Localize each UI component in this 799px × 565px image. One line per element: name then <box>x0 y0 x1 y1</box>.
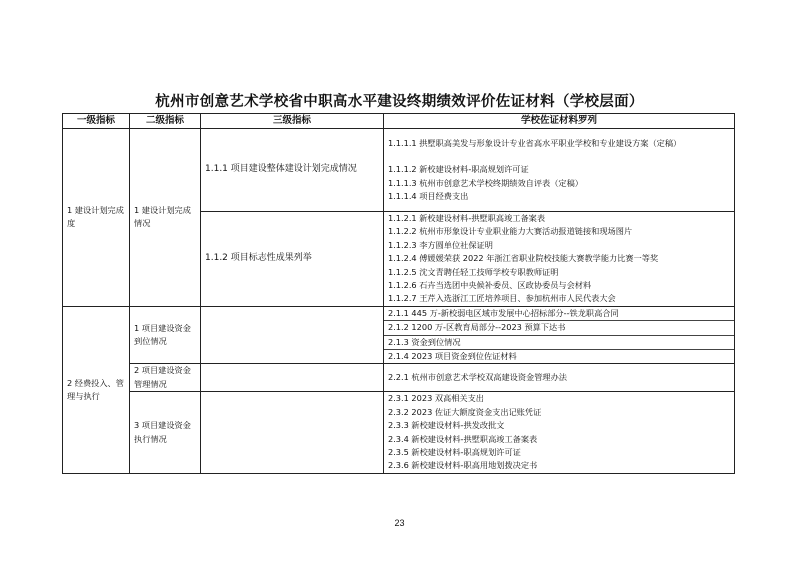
material-item: 1.1.2.2 杭州市形象设计专业职业能力大赛活动报道链接和现场图片 <box>388 226 633 237</box>
material-item: 2.2.1 杭州市创意艺术学校双高建设资金管理办法 <box>388 372 567 382</box>
material-item: 1.1.1.4 项目经费支出 <box>388 191 469 202</box>
material-item: 2.3.2 2023 佐证大额度资金支出记账凭证 <box>388 406 542 417</box>
materials-cell <box>384 306 735 364</box>
material-item: 1.1.2.1 新校建设材料-拱墅职高竣工备案表 <box>388 213 546 223</box>
material-item: 1.1.1.1 拱墅职高美发与形象设计专业省高水平职业学校和专业建设方案（定稿） <box>388 137 682 148</box>
header-level2: 二级指标 <box>130 114 201 129</box>
material-item: 1.1.2.5 沈文青聘任轻工技师学校专职教师证明 <box>388 266 559 277</box>
material-item: 2.1.1 445 万-新校弱电区域市发展中心招标部分--铁龙职高合同 <box>388 307 619 318</box>
level3-cell: 1.1.1 项目建设整体建设计划完成情况 <box>201 129 384 212</box>
level3-cell <box>201 392 384 474</box>
material-item: 1.1.2.4 傅媛媛荣获 2022 年浙江省职业院校技能大赛教学能力比赛一等奖 <box>388 253 659 264</box>
header-materials: 学校佐证材料罗列 <box>384 114 735 129</box>
page-number: 23 <box>394 518 405 528</box>
table-row <box>63 364 735 392</box>
material-item: 2.3.3 新校建设材料-拱发改批文 <box>388 420 505 431</box>
level2-cell: 1 项目建设资金到位情况 <box>130 306 201 364</box>
materials-cell <box>384 129 735 212</box>
materials-cell <box>384 364 735 392</box>
level1-cell: 2 经费投入、管理与执行 <box>63 306 130 473</box>
header-row <box>63 114 735 129</box>
material-item: 2.3.4 新校建设材料-拱墅职高竣工备案表 <box>388 433 538 444</box>
level3-cell <box>201 364 384 392</box>
material-item: 2.1.4 2023 项目资金到位佐证材料 <box>384 349 734 363</box>
level2-cell: 2 项目建设资金管理情况 <box>130 364 201 392</box>
level2-cell: 3 项目建设资金执行情况 <box>130 392 201 474</box>
level3-cell: 1.1.2 项目标志性成果列举 <box>201 212 384 307</box>
materials-cell <box>384 392 735 474</box>
header-level1: 一级指标 <box>63 114 130 129</box>
material-item: 1.1.2.3 李方圆单位社保证明 <box>388 239 493 250</box>
material-item: 2.3.1 2023 双高相关支出 <box>388 393 484 404</box>
level3-cell <box>201 306 384 364</box>
material-item: 2.3.5 新校建设材料-职高规划许可证 <box>388 447 521 457</box>
material-item: 1.1.1.3 杭州市创意艺术学校终期绩效自评表（定稿） <box>388 177 583 188</box>
material-item: 2.1.3 资金到位情况 <box>384 335 734 349</box>
table-row <box>63 306 735 364</box>
material-item: 1.1.1.2 新校建设材料-职高规划许可证 <box>388 164 529 175</box>
material-item: 2.3.6 新校建设材料-职高用地划拨决定书 <box>388 460 538 471</box>
evidence-table <box>62 113 735 474</box>
materials-cell <box>384 212 735 307</box>
table-row <box>63 129 735 212</box>
header-level3: 三级指标 <box>201 114 384 129</box>
level1-cell: 1 建设计划完成度 <box>63 129 130 307</box>
material-item: 1.1.2.7 王芹入选浙江工匠培养项目、参加杭州市人民代表大会 <box>388 293 616 304</box>
table-row <box>63 392 735 474</box>
document-title: 杭州市创意艺术学校省中职高水平建设终期绩效评价佐证材料（学校层面） <box>155 94 644 110</box>
level2-cell: 1 建设计划完成情况 <box>130 129 201 307</box>
material-item: 2.1.2 1200 万-区教育局部分--2023 预算下达书 <box>384 320 734 334</box>
material-item: 1.1.2.6 石卉当选团中央候补委员、区政协委员与会材料 <box>388 279 592 290</box>
